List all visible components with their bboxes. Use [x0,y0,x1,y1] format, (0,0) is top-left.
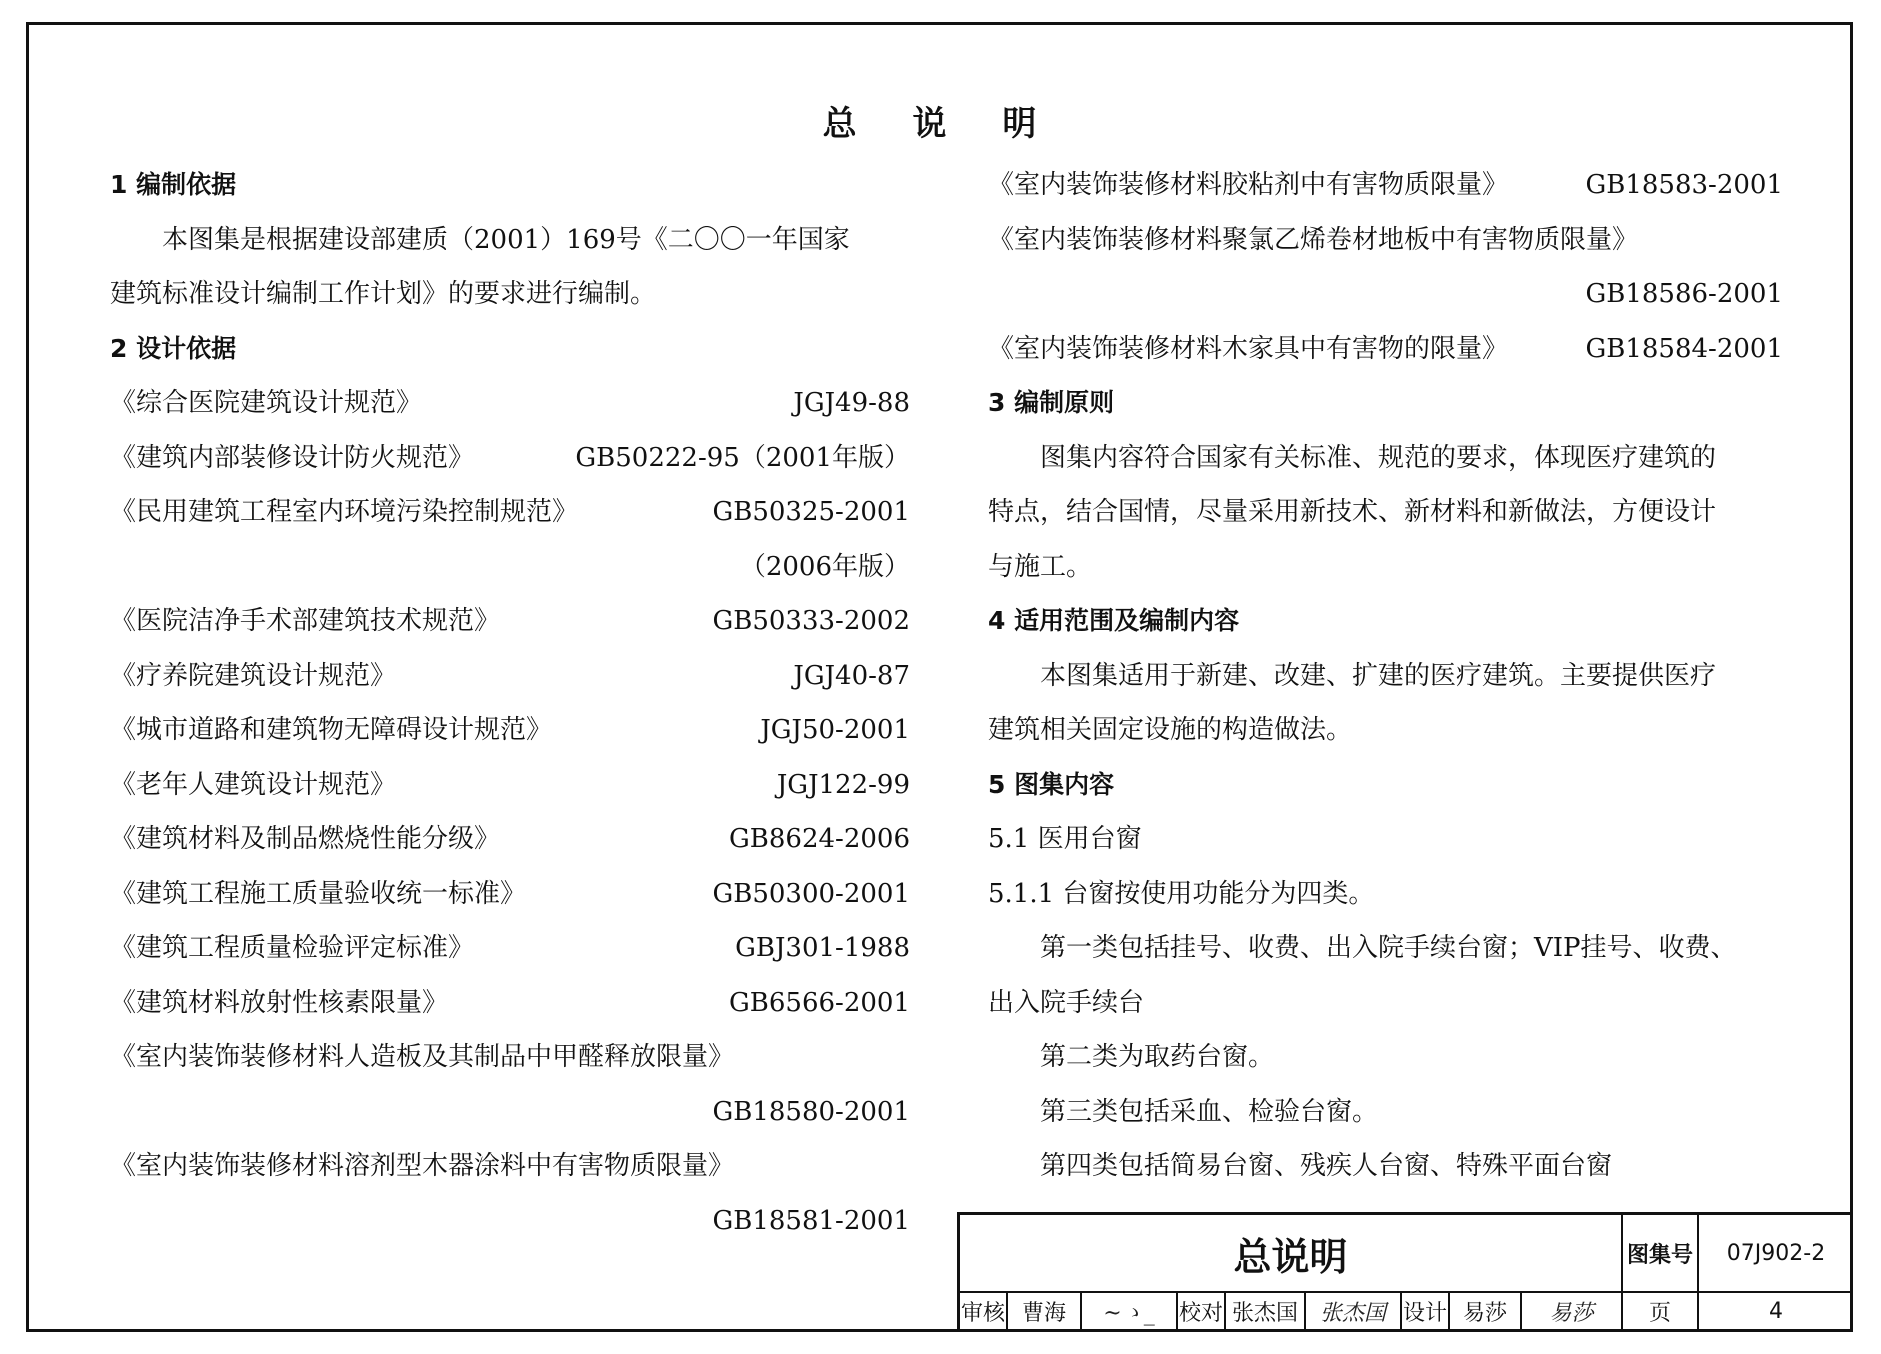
standard-row [110,812,910,867]
standard-name: 《老年人建筑设计规范》 [110,769,397,800]
standard-name: 《综合医院建筑设计规范》 [110,388,423,418]
standard-code: GB6566-2001 [729,987,910,1018]
standard-code: GB50222-95（2001年版） [575,442,910,473]
standard-name: 《建筑材料放射性核素限量》 [110,987,449,1018]
standard-row [110,758,910,813]
check-signature: 张杰国 [1306,1291,1402,1332]
standard-name: 《疗养院建筑设计规范》 [110,660,397,691]
category-1-line-2: 出入院手续台 [988,987,1145,1018]
standard-code: GB50333-2002 [712,606,910,636]
review-signature: ~ゝ_ [1082,1291,1178,1332]
standard-name: 《建筑材料及制品燃烧性能分级》 [110,824,501,854]
section-4-line-1: 本图集适用于新建、改建、扩建的医疗建筑。主要提供医疗 [1040,660,1717,691]
section-1-heading: 1 编制依据 [110,170,237,199]
standard-code-row [988,267,1783,322]
section-2-heading: 2 设计依据 [110,333,237,363]
standard-row [988,158,1783,213]
section-3-line-2: 特点，结合国情，尽量采用新技术、新材料和新做法，方便设计 [988,497,1717,527]
standard-row [110,649,910,704]
standard-code: JGJ50-2001 [760,715,910,745]
standard-long-1-name: 《室内装饰装修材料人造板及其制品中甲醛释放限量》 [110,1042,735,1072]
review-label: 审核 [960,1291,1008,1332]
standard-name: 《建筑内部装修设计防火规范》 [110,442,475,473]
standard-name: 《建筑工程质量检验评定标准》 [110,933,475,963]
category-4: 第四类包括简易台窗、残疾人台窗、特殊平面台窗 [1040,1151,1613,1181]
standard-name: 《建筑工程施工质量验收统一标准》 [110,878,527,909]
design-signature: 易莎 [1522,1291,1623,1332]
standard-name: 《室内装饰装修材料聚氯乙烯卷材地板中有害物质限量》 [988,224,1639,255]
standard-row [110,540,910,595]
section-4-line-2: 建筑相关固定设施的构造做法。 [988,715,1353,745]
sheet-title: 总说明 [960,1215,1623,1291]
standard-code: GBJ301-1988 [735,933,910,963]
standard-code: GB18583-2001 [1585,170,1783,200]
standard-code: JGJ122-99 [776,769,910,800]
section-5-1: 5.1 医用台窗 [988,824,1142,854]
standard-code: （2006年版） [739,551,910,582]
atlas-number-label: 图集号 [1623,1215,1699,1291]
standard-row [110,921,910,976]
standard-row [110,703,910,758]
section-1-paragraph-line-2: 建筑标准设计编制工作计划》的要求进行编制。 [110,279,657,309]
standard-code: GB18586-2001 [1585,279,1783,309]
page-number: 4 [1769,1299,1783,1324]
standard-name: 《室内装饰装修材料木家具中有害物的限量》 [988,333,1509,364]
title-block-bottom-row [960,1291,1853,1332]
section-1-paragraph-line-1: 本图集是根据建设部建质（2001）169号《二〇〇一年国家 [162,224,850,255]
left-column [110,158,910,1248]
category-3: 第三类包括采血、检验台窗。 [1040,1096,1379,1127]
section-5-1-1: 5.1.1 台窗按使用功能分为四类。 [988,878,1375,909]
standard-row [110,594,910,649]
standard-row [988,322,1783,377]
standard-long-2-name: 《室内装饰装修材料溶剂型木器涂料中有害物质限量》 [110,1151,735,1181]
title-block-top-row [960,1215,1853,1293]
standard-code: GB50300-2001 [712,878,910,909]
atlas-number: 07J902-2 [1726,1240,1826,1266]
section-3-line-1: 图集内容符合国家有关标准、规范的要求，体现医疗建筑的 [1040,442,1717,473]
section-3-line-3: 与施工。 [988,551,1093,582]
review-name: 曹海 [1008,1291,1082,1332]
standard-code: GB18581-2001 [712,1205,910,1236]
standard-code: GB18584-2001 [1585,333,1783,364]
standard-code: GB18580-2001 [712,1096,910,1127]
right-column [988,158,1783,1194]
standard-code: GB50325-2001 [712,497,910,527]
category-2: 第二类为取药台窗。 [1040,1042,1275,1072]
standard-name: 《城市道路和建筑物无障碍设计规范》 [110,715,553,745]
design-name: 易莎 [1450,1291,1522,1332]
standards-list [110,376,910,1030]
standard-name: 《医院洁净手术部建筑技术规范》 [110,606,501,636]
check-name: 张杰国 [1226,1291,1306,1332]
standard-long-1-code [110,1085,910,1140]
design-label: 设计 [1402,1291,1450,1332]
page-label: 页 [1623,1291,1699,1332]
standard-row [110,976,910,1031]
standard-row [110,485,910,540]
standard-name: 《室内装饰装修材料胶粘剂中有害物质限量》 [988,170,1509,200]
standard-code: GB8624-2006 [729,824,910,854]
standard-code: JGJ49-88 [793,388,910,418]
section-4-heading: 4 适用范围及编制内容 [988,606,1240,635]
section-5-heading: 5 图集内容 [988,769,1115,799]
standard-code: JGJ40-87 [793,660,910,691]
check-label: 校对 [1178,1291,1226,1332]
category-1-line-1: 第一类包括挂号、收费、出入院手续台窗；VIP挂号、收费、 [1040,933,1737,963]
standard-row [110,431,910,486]
standard-row [110,376,910,431]
title-block [957,1212,1853,1332]
standard-name: 《民用建筑工程室内环境污染控制规范》 [110,497,579,527]
section-3-heading: 3 编制原则 [988,388,1115,417]
standard-row [110,867,910,922]
page-title: 总 说 明 [822,104,1059,144]
standard-long-2-code [110,1194,910,1249]
